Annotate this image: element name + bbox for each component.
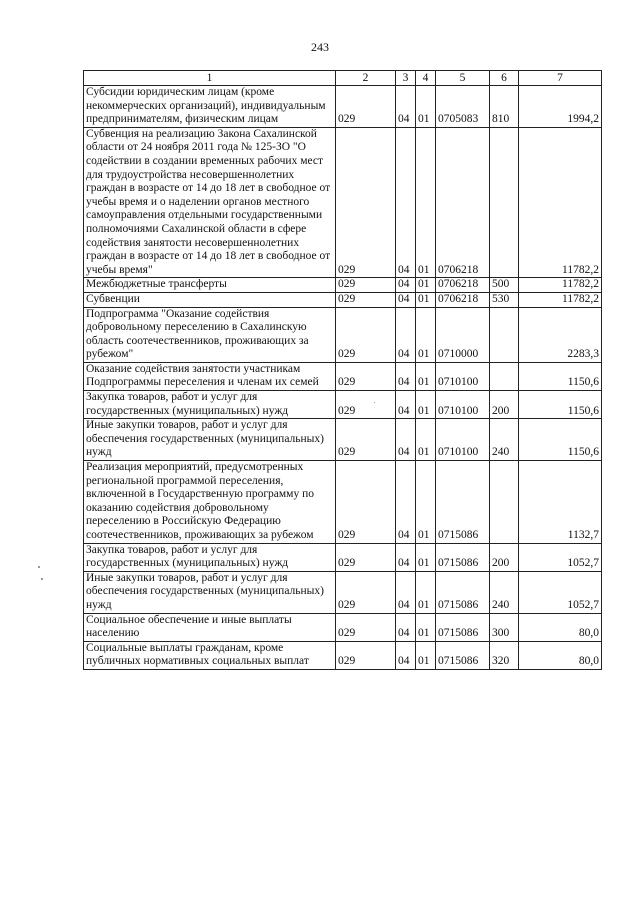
row-grbs: 029 xyxy=(336,571,396,613)
row-name: Закупка товаров, работ и услуг для государственных (муниципальных) нужд xyxy=(84,391,336,419)
row-name: Подпрограмма "Оказание содействия добровольному переселению в Сахалинскую область соотечественников, проживающих за рубежом" xyxy=(84,307,336,362)
row-pr: 01 xyxy=(416,461,436,544)
row-amount: 11782,2 xyxy=(519,278,602,293)
row-csr: 0715086 xyxy=(436,613,490,641)
page-number: 243 xyxy=(311,40,329,54)
row-amount: 1150,6 xyxy=(519,391,602,419)
table-row xyxy=(84,461,602,544)
row-name: Социальные выплаты гражданам, кроме публичных нормативных социальных выплат xyxy=(84,641,336,669)
row-name: Субвенция на реализацию Закона Сахалинской области от 24 ноября 2011 года № 125-ЗО "О содействии в создании временных рабочих мест для трудоустройства несовершеннолетних граждан в возрасте от 14 до 18 лет в свободное от учебы время и о наделении органов местного самоуправления отдельными государственными полномочиями Сахалинской области в сфере содействия занятости несовершеннолетних граждан в возрасте от 14 до 18 лет в свободное от учебы время" xyxy=(84,127,336,278)
row-grbs: 029 xyxy=(336,86,396,128)
row-vr xyxy=(490,461,519,544)
column-header: 1 xyxy=(84,71,336,86)
row-vr xyxy=(490,127,519,278)
row-grbs: 029 xyxy=(336,362,396,390)
row-grbs: 029 xyxy=(336,292,396,307)
row-pr: 01 xyxy=(416,86,436,128)
row-pr: 01 xyxy=(416,278,436,293)
row-pr: 01 xyxy=(416,571,436,613)
row-grbs: 029 xyxy=(336,641,396,669)
table-row xyxy=(84,127,602,278)
row-amount: 11782,2 xyxy=(519,127,602,278)
table-row xyxy=(84,613,602,641)
row-name: Субсидии юридическим лицам (кроме некоммерческих организаций), индивидуальным предпринимателям, физическим лицам xyxy=(84,86,336,128)
row-grbs: 029 xyxy=(336,613,396,641)
row-vr: 200 xyxy=(490,543,519,571)
row-grbs: 029 xyxy=(336,307,396,362)
row-rz: 04 xyxy=(396,278,416,293)
row-grbs: 029 xyxy=(336,419,396,461)
row-name: Иные закупки товаров, работ и услуг для обеспечения государственных (муниципальных) нужд xyxy=(84,571,336,613)
table-row xyxy=(84,278,602,293)
row-rz: 04 xyxy=(396,307,416,362)
row-pr: 01 xyxy=(416,543,436,571)
row-vr xyxy=(490,362,519,390)
table-row xyxy=(84,362,602,390)
row-pr: 01 xyxy=(416,307,436,362)
row-vr: 300 xyxy=(490,613,519,641)
row-vr: 530 xyxy=(490,292,519,307)
column-header: 5 xyxy=(436,71,490,86)
row-csr: 0715086 xyxy=(436,461,490,544)
column-header: 4 xyxy=(416,71,436,86)
row-pr: 01 xyxy=(416,419,436,461)
row-grbs: 029 xyxy=(336,461,396,544)
row-csr: 0710100 xyxy=(436,362,490,390)
row-rz: 04 xyxy=(396,543,416,571)
row-name: Закупка товаров, работ и услуг для государственных (муниципальных) нужд xyxy=(84,543,336,571)
row-amount: 1052,7 xyxy=(519,571,602,613)
row-csr: 0710000 xyxy=(436,307,490,362)
row-rz: 04 xyxy=(396,362,416,390)
row-csr: 0710100 xyxy=(436,391,490,419)
row-rz: 04 xyxy=(396,86,416,128)
row-rz: 04 xyxy=(396,641,416,669)
row-amount: 1150,6 xyxy=(519,419,602,461)
row-amount: 11782,2 xyxy=(519,292,602,307)
row-vr: 500 xyxy=(490,278,519,293)
scan-speck xyxy=(38,566,40,568)
header-row xyxy=(84,71,602,86)
row-name: Оказание содействия занятости участникам Подпрограммы переселения и членам их семей xyxy=(84,362,336,390)
row-pr: 01 xyxy=(416,292,436,307)
row-vr: 240 xyxy=(490,571,519,613)
row-amount: 80,0 xyxy=(519,641,602,669)
row-amount: 1994,2 xyxy=(519,86,602,128)
table-row xyxy=(84,307,602,362)
row-rz: 04 xyxy=(396,127,416,278)
column-header: 6 xyxy=(490,71,519,86)
row-name: Социальное обеспечение и иные выплаты населению xyxy=(84,613,336,641)
row-csr: 0706218 xyxy=(436,292,490,307)
row-rz: 04 xyxy=(396,571,416,613)
column-header: 3 xyxy=(396,71,416,86)
row-rz: 04 xyxy=(396,419,416,461)
row-vr: 810 xyxy=(490,86,519,128)
row-name: Субвенции xyxy=(84,292,336,307)
table-row xyxy=(84,86,602,128)
row-pr: 01 xyxy=(416,362,436,390)
row-grbs: 029 xyxy=(336,278,396,293)
table-row xyxy=(84,391,602,419)
row-grbs: 029 xyxy=(336,391,396,419)
row-amount: 80,0 xyxy=(519,613,602,641)
row-pr: 01 xyxy=(416,391,436,419)
row-name: Иные закупки товаров, работ и услуг для обеспечения государственных (муниципальных) нужд xyxy=(84,419,336,461)
table-row xyxy=(84,543,602,571)
row-csr: 0706218 xyxy=(436,127,490,278)
table-row xyxy=(84,571,602,613)
row-name: Реализация мероприятий, предусмотренных региональной программой переселения, включенной в Государственную программу по оказанию содействия добровольному переселению в Российскую Федерацию соотечественников, проживающих за рубежом xyxy=(84,461,336,544)
row-csr: 0715086 xyxy=(436,641,490,669)
row-name: Межбюджетные трансферты xyxy=(84,278,336,293)
row-vr: 240 xyxy=(490,419,519,461)
row-csr: 0706218 xyxy=(436,278,490,293)
column-header: 7 xyxy=(519,71,602,86)
row-rz: 04 xyxy=(396,391,416,419)
row-csr: 0705083 xyxy=(436,86,490,128)
scan-speck xyxy=(374,402,375,403)
row-grbs: 029 xyxy=(336,543,396,571)
row-csr: 0715086 xyxy=(436,543,490,571)
table-row xyxy=(84,641,602,669)
row-pr: 01 xyxy=(416,613,436,641)
row-amount: 2283,3 xyxy=(519,307,602,362)
budget-table xyxy=(83,70,602,670)
row-amount: 1132,7 xyxy=(519,461,602,544)
scan-speck xyxy=(41,578,43,580)
row-rz: 04 xyxy=(396,461,416,544)
table-row xyxy=(84,419,602,461)
row-amount: 1150,6 xyxy=(519,362,602,390)
row-pr: 01 xyxy=(416,127,436,278)
column-header: 2 xyxy=(336,71,396,86)
row-amount: 1052,7 xyxy=(519,543,602,571)
row-vr xyxy=(490,307,519,362)
table-row xyxy=(84,292,602,307)
row-csr: 0710100 xyxy=(436,419,490,461)
row-vr: 200 xyxy=(490,391,519,419)
row-rz: 04 xyxy=(396,292,416,307)
row-rz: 04 xyxy=(396,613,416,641)
row-pr: 01 xyxy=(416,641,436,669)
row-csr: 0715086 xyxy=(436,571,490,613)
row-vr: 320 xyxy=(490,641,519,669)
row-grbs: 029 xyxy=(336,127,396,278)
